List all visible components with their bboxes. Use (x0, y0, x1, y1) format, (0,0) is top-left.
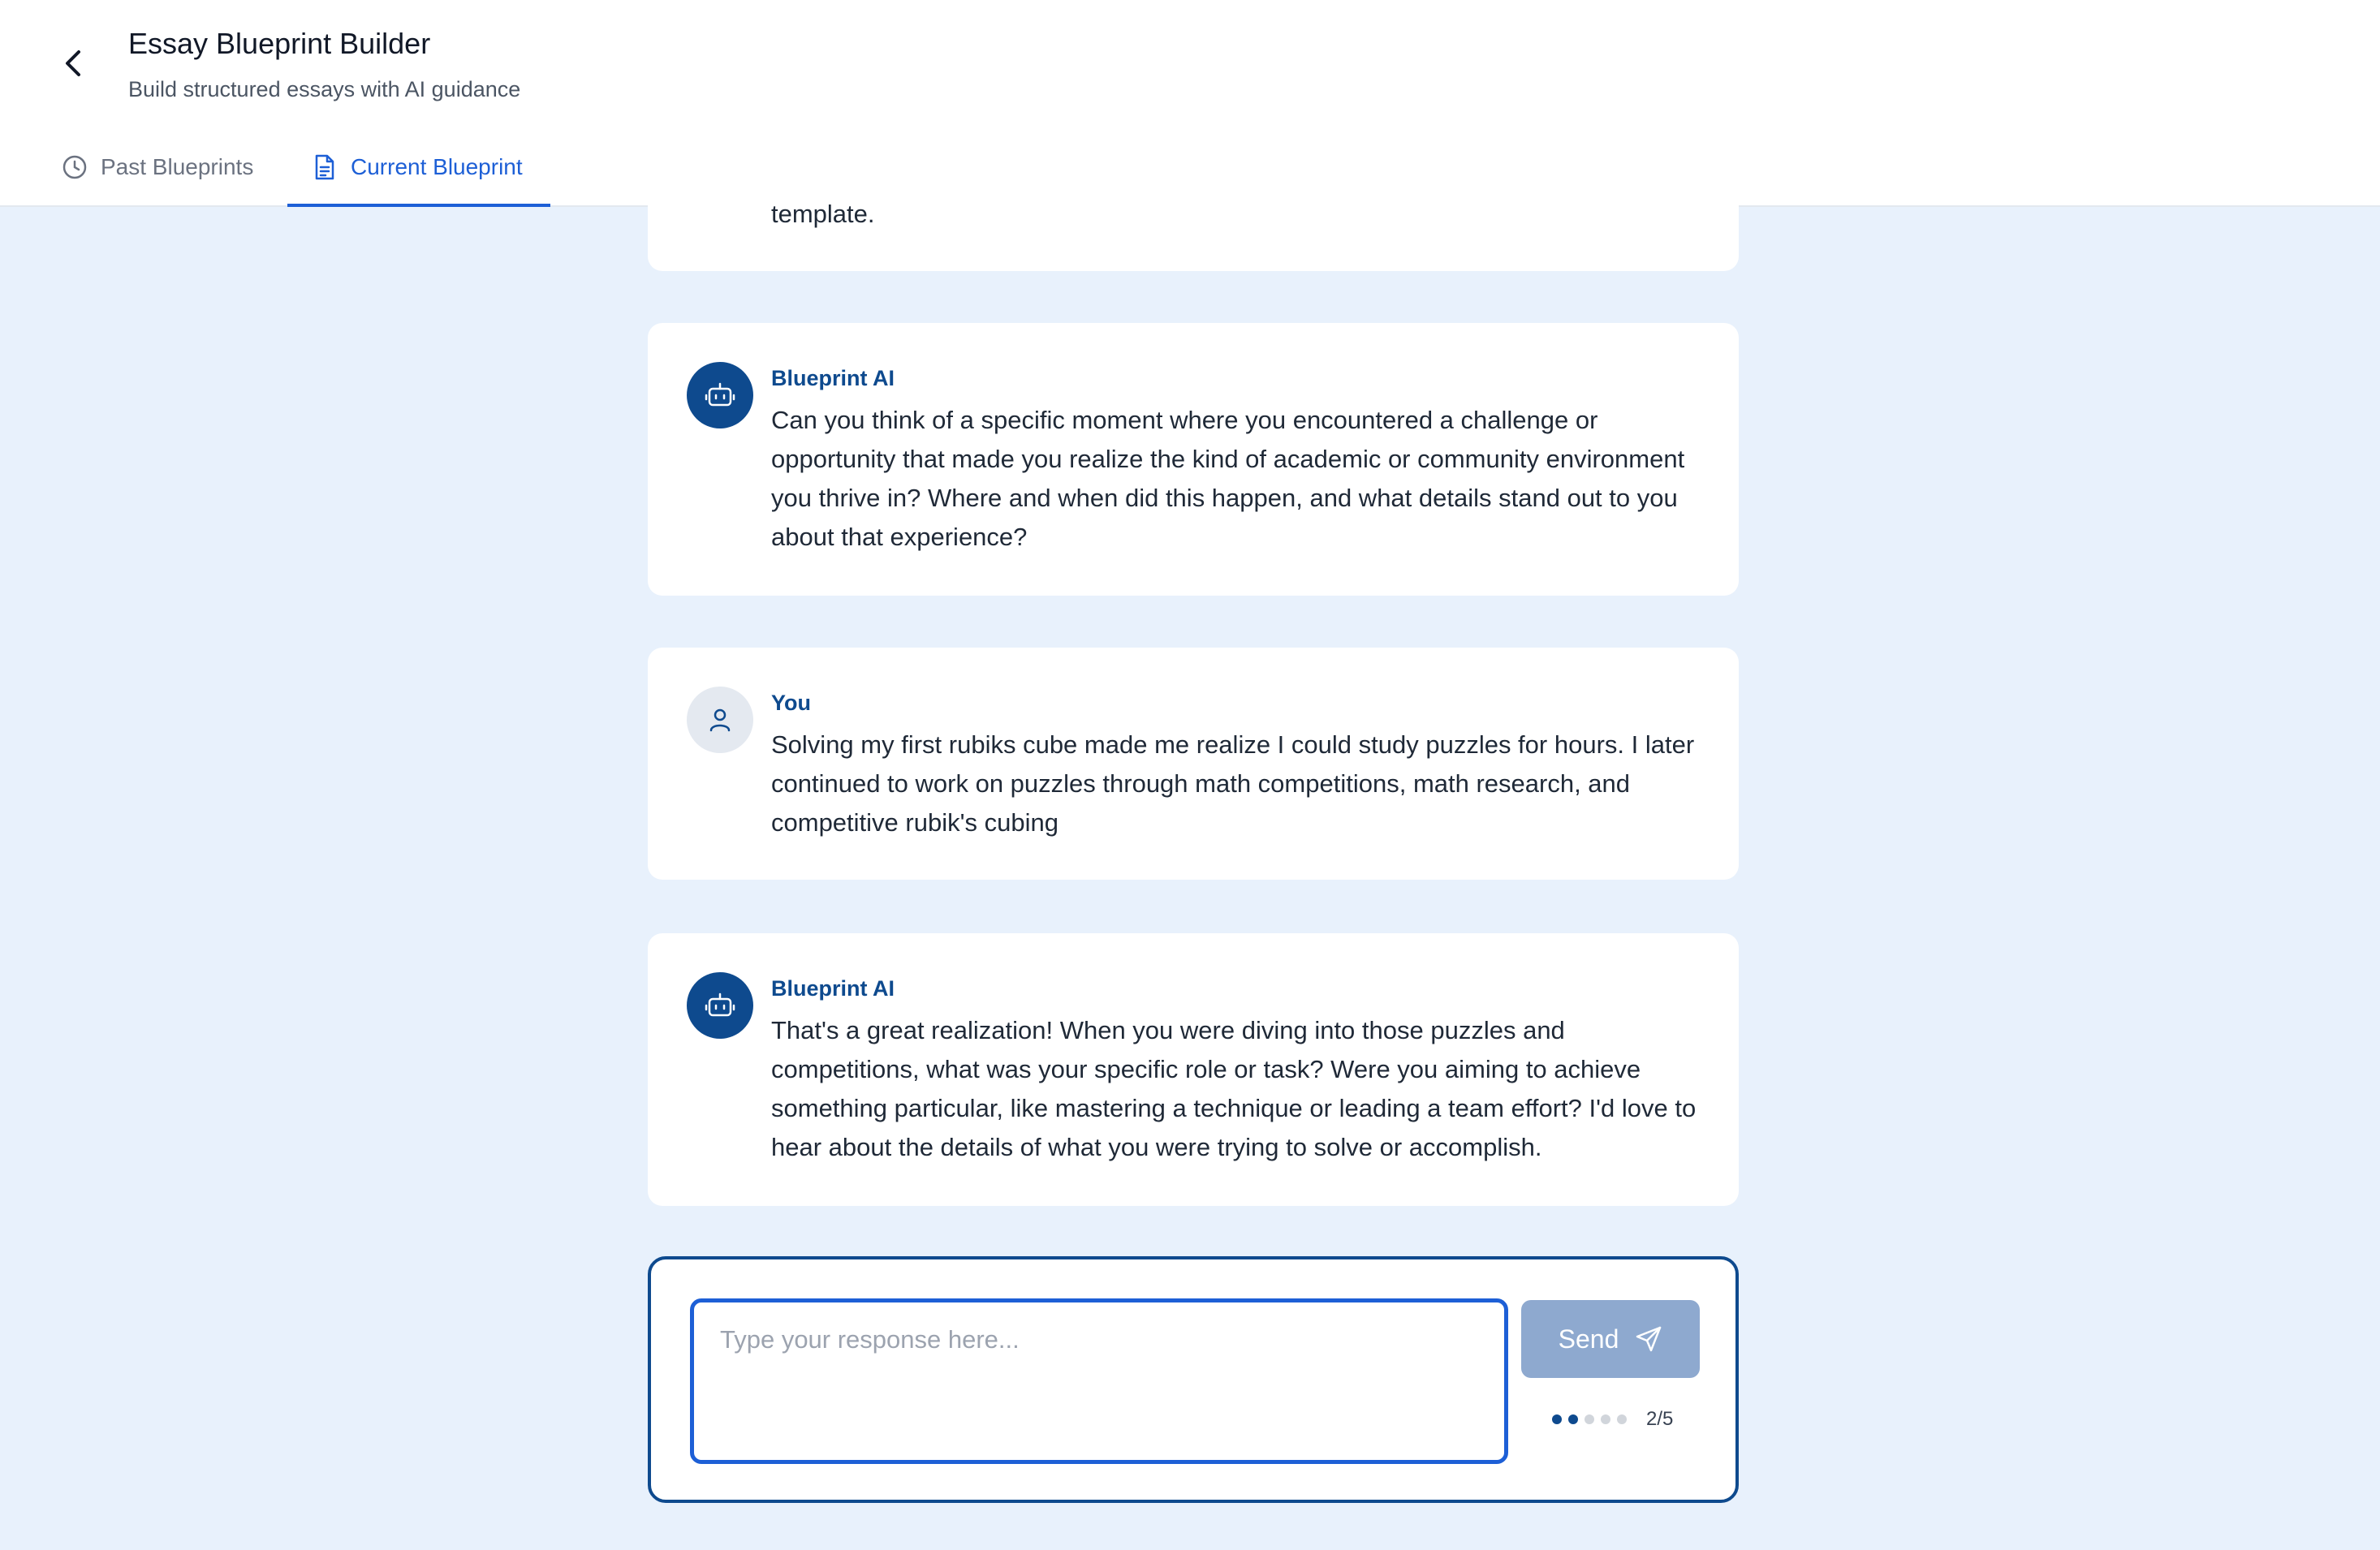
progress-dot (1568, 1414, 1578, 1424)
progress-label: 2/5 (1646, 1408, 1674, 1430)
chevron-left-icon (63, 49, 84, 78)
progress-dot (1552, 1414, 1562, 1424)
message-text: That's a great realization! When you were diving into those puzzles and competitions, what was your specific role or task? Were you aiming to achieve something particular, like mastering a technique or leading a team effort? I'd love to hear about the details of what you were trying to solve or accomplish. (771, 1016, 1697, 1161)
user-avatar (687, 687, 753, 753)
message-text: Solving my first rubiks cube made me realize I could study puzzles for hours. I later continued to work on puzzles through math competitions, math research, and competitive rubik's cubing (771, 730, 1695, 837)
message-card (648, 323, 1739, 596)
response-input[interactable] (690, 1298, 1508, 1464)
robot-icon (704, 989, 736, 1022)
user-icon (705, 705, 735, 734)
message-text: template. (771, 200, 875, 228)
progress-dot (1617, 1414, 1627, 1424)
document-icon (312, 144, 338, 190)
progress-dot (1585, 1414, 1594, 1424)
message-card (648, 933, 1739, 1206)
tab-label: Past Blueprints (101, 154, 254, 179)
back-button[interactable] (57, 44, 89, 83)
ai-avatar (687, 972, 753, 1039)
send-button[interactable] (1521, 1300, 1700, 1378)
message-card (648, 648, 1739, 880)
sender-name: You (771, 691, 811, 715)
send-icon (1635, 1325, 1662, 1353)
tab-current-blueprint[interactable] (287, 144, 550, 207)
progress-dots (1552, 1414, 1627, 1424)
message-card (648, 130, 1739, 271)
robot-icon (704, 379, 736, 411)
sender-name: Blueprint AI (771, 976, 895, 1001)
sender-name: Blueprint AI (771, 366, 895, 390)
tab-label: Current Blueprint (351, 154, 523, 179)
page-title: Essay Blueprint Builder (128, 27, 431, 60)
page-subtitle: Build structured essays with AI guidance (128, 77, 521, 101)
ai-avatar (687, 362, 753, 428)
progress-dot (1601, 1414, 1610, 1424)
tab-past-blueprints[interactable] (62, 144, 253, 207)
clock-icon (62, 144, 88, 190)
send-label: Send (1558, 1324, 1619, 1354)
step-progress (1552, 1407, 1673, 1432)
message-text: Can you think of a specific moment where you encountered a challenge or opportunity that made you realize the kind of academic or community environment you thrive in? Where and when did this happen, and what details stand out to you about that experience? (771, 406, 1685, 551)
response-composer (648, 1256, 1739, 1503)
